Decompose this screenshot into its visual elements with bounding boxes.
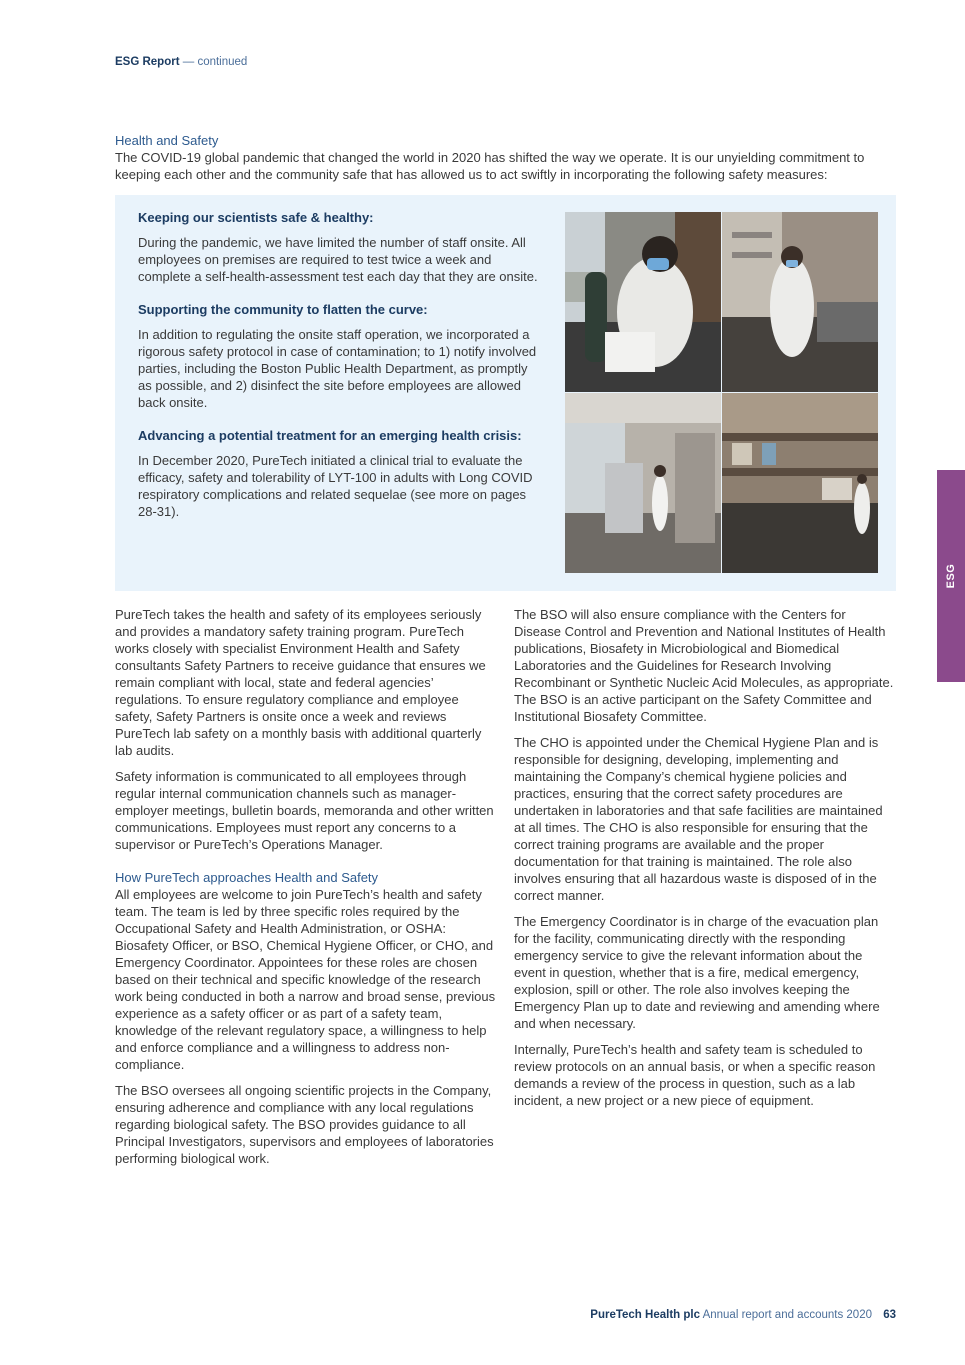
footer-report: Annual report and accounts 2020 xyxy=(702,1309,872,1321)
body-paragraph: The BSO will also ensure compliance with the Centers for Disease Control and Prevention and National Institutes of Health publications, Biosafety in Microbiological and Biomedical Laboratories and the Guidelines for Research Involving Recombinant or Synthetic Nucleic Acid Molecules, as appropriate. The BSO is an active participant on the Safety Committee and Institutional Biosafety Committee. xyxy=(514,607,894,724)
right-column xyxy=(514,606,896,1118)
header-title: ESG Report xyxy=(115,56,180,68)
body-paragraph: All employees are welcome to join PureTech’s health and safety team. The team is led by three specific roles required by the Occupational Safety and Health Administration, or OSHA: Biosafety Officer, or BSO, Chemical Hygiene Officer, or CHO, and Emergency Coordinator. Appointees for these roles are chosen based on their technical and specific knowledge of the research work being conducted in both a narrow and broad sense, previous experience as a safety officer or as part of a safety team, knowledge of the relevant regulatory space, a willingness to help and enforce compliance and a willingness to address non-compliance. xyxy=(115,887,496,1072)
body-paragraph: Internally, PureTech’s health and safety team is scheduled to review protocols on an annual basis, or when a specific reason demands a review of the process in question, such as a lab incident, a new project or a new piece of equipment. xyxy=(514,1042,876,1108)
lab-photo-benches xyxy=(722,393,878,573)
measure-body: In addition to regulating the onsite staff operation, we incorporated a rigorous safety protocol in case of contamination; to 1) notify involved parties, including the Boston Public Health Department, as promptly as possible, and 2) disinfect the site before employees are allowed back onsite. xyxy=(138,327,537,410)
header-continued: — continued xyxy=(182,56,248,68)
measure-heading: Supporting the community to flatten the curve: xyxy=(138,302,428,317)
lab-photo-collage xyxy=(565,212,878,573)
left-column xyxy=(115,606,497,1176)
page-footer xyxy=(590,1309,896,1321)
page-number: 63 xyxy=(883,1309,896,1321)
esg-side-tab[interactable] xyxy=(937,470,965,682)
section-title: Health and Safety xyxy=(115,133,219,148)
lab-photo-bioreactor xyxy=(565,393,721,573)
lab-photo-scientist-mask xyxy=(565,212,721,392)
measure-body: In December 2020, PureTech initiated a clinical trial to evaluate the efficacy, safety and tolerability of LYT-100 in adults with Long COVID respiratory complications and related sequelae (see more on pages 28-31). xyxy=(138,453,533,519)
measure-heading: Advancing a potential treatment for an emerging health crisis: xyxy=(138,428,522,443)
subheading: How PureTech approaches Health and Safety xyxy=(115,870,379,885)
body-paragraph: The CHO is appointed under the Chemical Hygiene Plan and is responsible for designing, developing, implementing and maintaining the Company’s chemical hygiene policies and practices, ensuring that the correct safety procedures are undertaken in laboratories and that safe facilities are maintained at all times. The CHO is also responsible for ensuring that the correct training programs are available and the proper documentation for that training is maintained. The role also involves ensuring that all hazardous waste is disposed of in the correct manner. xyxy=(514,735,883,903)
body-paragraph: PureTech takes the health and safety of its employees seriously and provides a mandatory safety training program. PureTech works closely with specialist Environment Health and Safety consultants Safety Partners to receive guidance that ensures we remain compliant with local, state and federal agencies’ regulations. To ensure regulatory compliance and employee safety, Safety Partners is onsite once a week and reviews PureTech lab safety on a monthly basis with additional quarterly lab audits. xyxy=(115,607,486,758)
body-paragraph: Safety information is communicated to all employees through regular internal communication channels such as manager-employer meetings, bulletin boards, memoranda and other written communications. Employees must report any concerns to a supervisor or PureTech’s Operations Manager. xyxy=(115,769,494,852)
page-header xyxy=(115,56,247,68)
body-paragraph: The Emergency Coordinator is in charge of the evacuation plan for the facility, communicating directly with the responding emergency service to give the relevant information about the event in question, whether that is a fire, medical emergency, explosion, spill or other. The role also involves keeping the Emergency Plan up to date and reviewing and amending where and when necessary. xyxy=(514,914,880,1031)
safety-measures-panel xyxy=(115,195,896,591)
measure-heading: Keeping our scientists safe & healthy: xyxy=(138,210,374,225)
lab-photo-fume-hood xyxy=(722,212,878,392)
body-paragraph: The BSO oversees all ongoing scientific projects in the Company, ensuring adherence and compliance with any local regulations regarding biological safety. The BSO provides guidance to all Principal Investigators, supervisors and employees of laboratories performing biological work. xyxy=(115,1083,494,1166)
side-tab-label: ESG xyxy=(945,563,957,589)
measure-body: During the pandemic, we have limited the number of staff onsite. All employees on premises are required to test twice a week and complete a self-health-assessment test each day that they are onsite. xyxy=(138,235,538,284)
safety-measures-list xyxy=(138,209,538,536)
section-intro: The COVID-19 global pandemic that changed the world in 2020 has shifted the way we operate. It is our unyielding commitment to keeping each other and the community safe that has allowed us to act swiftly in incorporating the following safety measures: xyxy=(115,150,865,182)
footer-company: PureTech Health plc xyxy=(590,1309,700,1321)
